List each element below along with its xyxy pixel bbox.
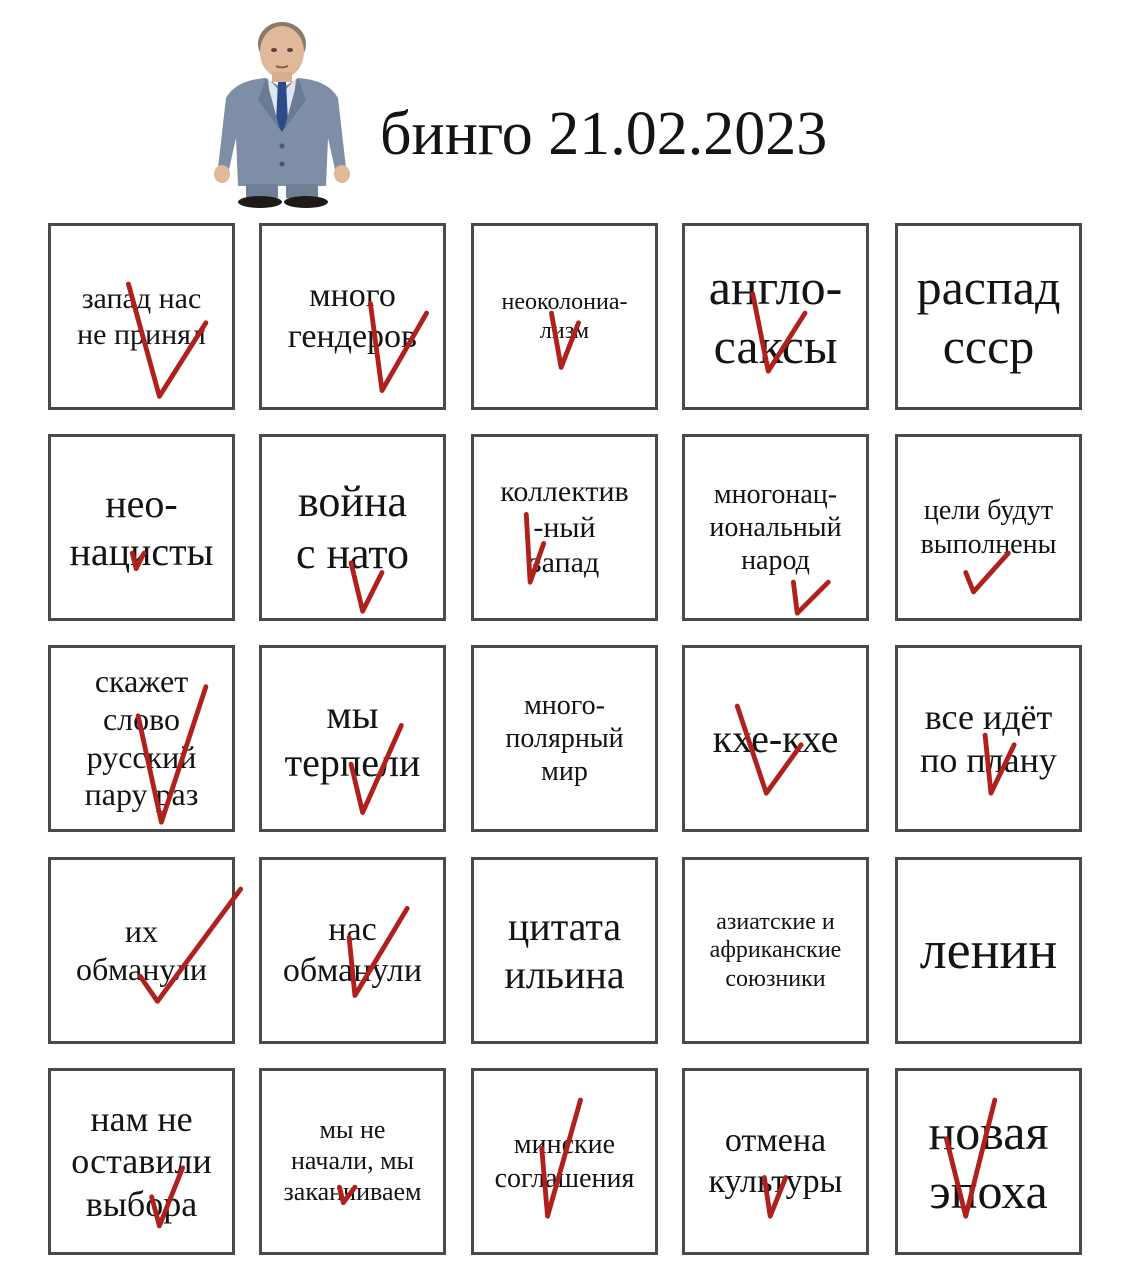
bingo-cell[interactable] [682, 223, 869, 410]
bingo-cell[interactable] [48, 223, 235, 410]
bingo-cell[interactable] [682, 434, 869, 621]
bingo-cell-text: война с нато [295, 476, 410, 578]
bingo-cell[interactable] [471, 857, 658, 1044]
bingo-cell-text: много- полярный мир [505, 689, 624, 788]
bingo-cell-text: новая эпоха [928, 1103, 1049, 1219]
bingo-cell[interactable] [682, 1068, 869, 1255]
bingo-cell-text: коллектив -ный запад [500, 475, 629, 580]
bingo-cell-text: распад ссср [916, 258, 1061, 374]
bingo-cell[interactable] [471, 1068, 658, 1255]
bingo-cell-text: ленин [919, 919, 1058, 980]
bingo-cell[interactable] [259, 223, 446, 410]
bingo-cell-text: запад нас не принял [77, 282, 206, 351]
bingo-cell-text: минские соглашения [494, 1129, 635, 1194]
bingo-cell[interactable] [471, 223, 658, 410]
bingo-cell[interactable] [48, 857, 235, 1044]
bingo-cell-text: цитата ильина [504, 904, 625, 997]
bingo-cell[interactable] [48, 434, 235, 621]
bingo-cell-text: цели будут выполнены [920, 495, 1057, 560]
bingo-cell[interactable] [895, 1068, 1082, 1255]
bingo-cell[interactable] [895, 857, 1082, 1044]
bingo-cell-text: скажет слово русский пару раз [84, 663, 199, 813]
bingo-cell-text: кхе-кхе [712, 715, 839, 761]
bingo-cell[interactable] [471, 434, 658, 621]
bingo-cell[interactable] [682, 645, 869, 832]
bingo-cell[interactable] [48, 645, 235, 832]
bingo-cell-text: англо- саксы [708, 258, 843, 374]
bingo-cell-text: многонац- иональный народ [709, 478, 842, 577]
bingo-cell[interactable] [895, 434, 1082, 621]
bingo-cell-text: нас обманули [282, 911, 423, 989]
bingo-cell-text: нео- нацисты [69, 481, 214, 574]
bingo-cell-text: нам не оставили выбора [71, 1098, 212, 1224]
bingo-cell-text: их обманули [75, 912, 207, 987]
bingo-cell-text: мы терпели [284, 692, 421, 785]
bingo-cell[interactable] [471, 645, 658, 832]
bingo-cell[interactable] [259, 857, 446, 1044]
bingo-cell[interactable] [895, 223, 1082, 410]
bingo-cell[interactable] [259, 1068, 446, 1255]
bingo-cell[interactable] [259, 434, 446, 621]
bingo-cell-text: отмена культуры [708, 1122, 843, 1200]
bingo-cell[interactable] [48, 1068, 235, 1255]
bingo-cell[interactable] [682, 857, 869, 1044]
bingo-cell-text: мы не начали, мы заканчиваем [283, 1115, 422, 1206]
bingo-cell-text: много гендеров [287, 277, 418, 355]
bingo-cell-text: азиатские и африканские союзники [709, 909, 842, 992]
man-in-suit-figure [196, 18, 368, 208]
bingo-title: бинго 21.02.2023 [380, 100, 828, 168]
bingo-cell[interactable] [259, 645, 446, 832]
bingo-cell-text: все идёт по плану [920, 697, 1057, 780]
bingo-cell-text: неоколониа- лизм [501, 289, 628, 344]
bingo-cell[interactable] [895, 645, 1082, 832]
